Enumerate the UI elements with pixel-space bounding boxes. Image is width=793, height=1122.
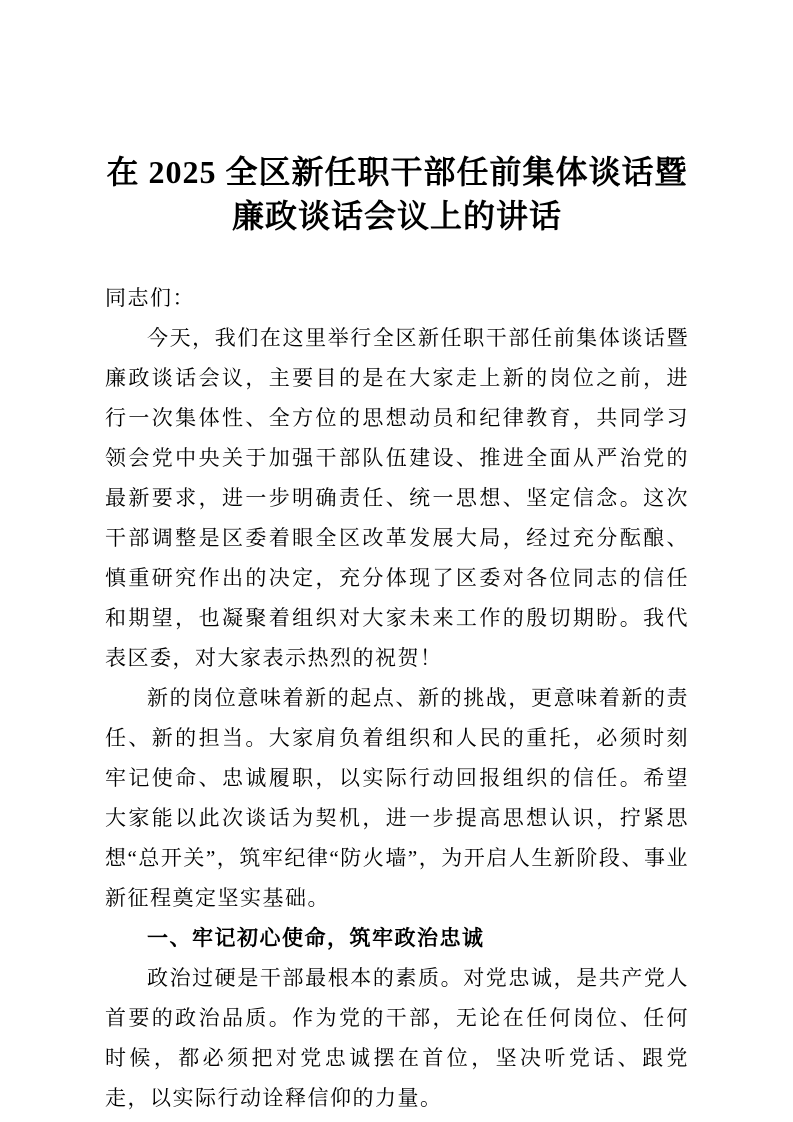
paragraph: 政治过硬是干部最根本的素质。对党忠诚，是共产党人首要的政治品质。作为党的干部，无论在任何岗位、任何时候，都必须把对党忠诚摆在首位，坚决听党话、跟党走，以实际行动诠释信仰的力量。 [105, 966, 689, 1110]
document-title [105, 150, 689, 238]
section-heading: 一、牢记初心使命，筑牢政治忠诚 [147, 926, 485, 950]
document-title-line1: 在 2025 全区新任职干部任前集体谈话暨 [106, 154, 688, 190]
salutation: 同志们： [105, 286, 195, 310]
paragraph: 新的岗位意味着新的起点、新的挑战，更意味着新的责任、新的担当。大家肩负着组织和人民的重托，必须时刻牢记使命、忠诚履职，以实际行动回报组织的信任。希望大家能以此次谈话为契机，进一步提高思想认识，拧紧思想“总开关”，筑牢纪律“防火墙”，为开启人生新阶段、事业新征程奠定坚实基础。 [105, 686, 689, 910]
paragraph: 今天，我们在这里举行全区新任职干部任前集体谈话暨廉政谈话会议，主要目的是在大家走上新的岗位之前，进行一次集体性、全方位的思想动员和纪律教育，共同学习领会党中央关于加强干部队伍建设、推进全面从严治党的最新要求，进一步明确责任、统一思想、坚定信念。这次干部调整是区委着眼全区改革发展大局，经过充分酝酿、慎重研究作出的决定，充分体现了区委对各位同志的信任和期望，也凝聚着组织对大家未来工作的殷切期盼。我代表区委，对大家表示热烈的祝贺！ [105, 326, 689, 670]
document-title-line2: 廉政谈话会议上的讲话 [231, 198, 562, 234]
document-body [105, 278, 689, 1118]
